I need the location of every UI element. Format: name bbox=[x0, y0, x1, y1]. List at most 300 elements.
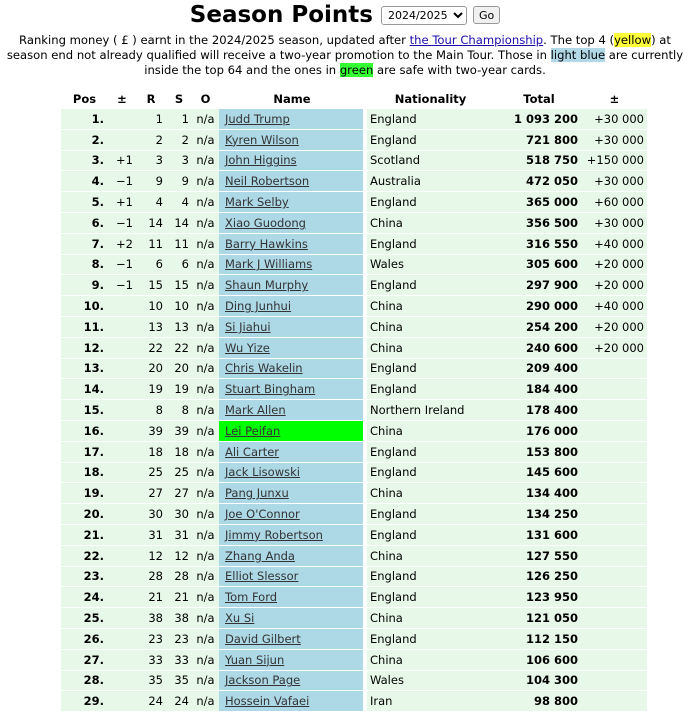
row-seed: 2 bbox=[166, 129, 192, 150]
row-total: 106 600 bbox=[496, 649, 582, 670]
row-position: 2. bbox=[61, 129, 108, 150]
row-position: 24. bbox=[61, 587, 108, 608]
header-pos[interactable]: Pos bbox=[61, 89, 108, 109]
row-total: 721 800 bbox=[496, 129, 582, 150]
row-o-value: n/a bbox=[192, 254, 219, 275]
row-name-cell bbox=[219, 296, 365, 317]
player-name-link[interactable]: Chris Wakelin bbox=[225, 361, 303, 376]
row-o-value: n/a bbox=[192, 483, 219, 504]
player-name-link[interactable]: Stuart Bingham bbox=[225, 382, 316, 397]
row-rank: 25 bbox=[136, 462, 166, 483]
row-rank: 20 bbox=[136, 358, 166, 379]
row-name-cell bbox=[219, 420, 365, 441]
row-points-change bbox=[582, 400, 647, 421]
row-name-cell bbox=[219, 233, 365, 254]
row-seed: 31 bbox=[166, 524, 192, 545]
row-rank: 10 bbox=[136, 296, 166, 317]
row-seed: 8 bbox=[166, 400, 192, 421]
row-total: 153 800 bbox=[496, 441, 582, 462]
row-position: 18. bbox=[61, 462, 108, 483]
row-name-cell bbox=[219, 524, 365, 545]
row-name-cell bbox=[219, 441, 365, 462]
row-seed: 27 bbox=[166, 483, 192, 504]
table-row bbox=[61, 296, 647, 317]
row-rank: 1 bbox=[136, 109, 166, 129]
table-row bbox=[61, 441, 647, 462]
row-points-change bbox=[582, 628, 647, 649]
page-title: Season Points bbox=[189, 2, 373, 28]
row-total: 316 550 bbox=[496, 233, 582, 254]
player-name-link[interactable]: John Higgins bbox=[225, 153, 297, 168]
row-nationality: Iran bbox=[365, 691, 496, 712]
row-position: 11. bbox=[61, 316, 108, 337]
player-name-link[interactable]: Mark Selby bbox=[225, 195, 289, 210]
green-legend: green bbox=[339, 63, 374, 77]
row-seed: 21 bbox=[166, 587, 192, 608]
row-name-cell bbox=[219, 566, 365, 587]
row-name-cell bbox=[219, 192, 365, 213]
row-rank: 21 bbox=[136, 587, 166, 608]
row-total: 104 300 bbox=[496, 670, 582, 691]
row-rank: 13 bbox=[136, 316, 166, 337]
row-nationality: Northern Ireland bbox=[365, 400, 496, 421]
row-o-value: n/a bbox=[192, 150, 219, 171]
row-seed: 6 bbox=[166, 254, 192, 275]
row-total: 1 093 200 bbox=[496, 109, 582, 129]
row-points-change bbox=[582, 691, 647, 712]
table-row bbox=[61, 233, 647, 254]
row-position: 19. bbox=[61, 483, 108, 504]
player-name-link[interactable]: Jack Lisowski bbox=[225, 465, 300, 480]
row-position-change bbox=[108, 420, 136, 441]
player-name-link[interactable]: Xu Si bbox=[225, 611, 255, 626]
row-name-cell bbox=[219, 171, 365, 192]
row-points-change bbox=[582, 545, 647, 566]
row-total: 121 050 bbox=[496, 608, 582, 629]
row-position-change bbox=[108, 462, 136, 483]
row-total: 305 600 bbox=[496, 254, 582, 275]
row-total: 127 550 bbox=[496, 545, 582, 566]
row-o-value: n/a bbox=[192, 545, 219, 566]
header-total[interactable]: Total bbox=[496, 89, 582, 109]
row-total: 176 000 bbox=[496, 420, 582, 441]
row-seed: 12 bbox=[166, 545, 192, 566]
player-name-link[interactable]: Wu Yize bbox=[225, 340, 270, 355]
row-position: 3. bbox=[61, 150, 108, 171]
row-name-cell bbox=[219, 628, 365, 649]
player-name-link[interactable]: Hossein Vafaei bbox=[225, 694, 310, 709]
table-header-row bbox=[61, 89, 647, 109]
go-button[interactable]: Go bbox=[473, 6, 500, 24]
table-row bbox=[61, 504, 647, 525]
row-seed: 25 bbox=[166, 462, 192, 483]
row-nationality: China bbox=[365, 545, 496, 566]
table-row bbox=[61, 628, 647, 649]
row-seed: 35 bbox=[166, 670, 192, 691]
row-seed: 19 bbox=[166, 379, 192, 400]
row-o-value: n/a bbox=[192, 192, 219, 213]
row-position: 16. bbox=[61, 420, 108, 441]
row-total: 184 400 bbox=[496, 379, 582, 400]
row-nationality: England bbox=[365, 524, 496, 545]
row-points-change: +20 000 bbox=[582, 275, 647, 296]
row-position-change: −1 bbox=[108, 275, 136, 296]
row-name-cell bbox=[219, 358, 365, 379]
row-position: 4. bbox=[61, 171, 108, 192]
row-nationality: England bbox=[365, 566, 496, 587]
row-position-change bbox=[108, 566, 136, 587]
row-total: 254 200 bbox=[496, 316, 582, 337]
row-nationality: Wales bbox=[365, 670, 496, 691]
season-select[interactable] bbox=[381, 6, 467, 25]
season-points-table bbox=[61, 89, 647, 712]
row-total: 123 950 bbox=[496, 587, 582, 608]
row-total: 365 000 bbox=[496, 192, 582, 213]
player-name-link[interactable]: Shaun Murphy bbox=[225, 278, 309, 293]
header-r[interactable]: R bbox=[136, 89, 166, 109]
row-name-cell bbox=[219, 379, 365, 400]
row-nationality: England bbox=[365, 129, 496, 150]
row-rank: 22 bbox=[136, 337, 166, 358]
row-seed: 30 bbox=[166, 504, 192, 525]
row-nationality: China bbox=[365, 316, 496, 337]
row-position-change bbox=[108, 504, 136, 525]
row-rank: 23 bbox=[136, 628, 166, 649]
row-name-cell bbox=[219, 608, 365, 629]
row-position-change bbox=[108, 587, 136, 608]
row-points-change bbox=[582, 504, 647, 525]
player-name-link[interactable]: Tom Ford bbox=[225, 590, 278, 605]
row-name-cell bbox=[219, 670, 365, 691]
player-name-link[interactable]: Xiao Guodong bbox=[225, 215, 306, 230]
player-name-link[interactable]: Lei Peifan bbox=[225, 423, 281, 438]
row-o-value: n/a bbox=[192, 400, 219, 421]
row-position-change bbox=[108, 545, 136, 566]
row-position: 17. bbox=[61, 441, 108, 462]
row-points-change bbox=[582, 358, 647, 379]
row-nationality: England bbox=[365, 358, 496, 379]
table-row bbox=[61, 150, 647, 171]
row-seed: 24 bbox=[166, 691, 192, 712]
row-position: 26. bbox=[61, 628, 108, 649]
row-nationality: China bbox=[365, 296, 496, 317]
row-total: 518 750 bbox=[496, 150, 582, 171]
row-name-cell bbox=[219, 545, 365, 566]
intro-text bbox=[4, 33, 686, 78]
page-header bbox=[0, 0, 690, 30]
row-points-change: +40 000 bbox=[582, 296, 647, 317]
row-o-value: n/a bbox=[192, 628, 219, 649]
row-rank: 14 bbox=[136, 212, 166, 233]
table-row bbox=[61, 545, 647, 566]
table-row bbox=[61, 649, 647, 670]
row-position-change bbox=[108, 358, 136, 379]
row-nationality: China bbox=[365, 420, 496, 441]
row-points-change: +40 000 bbox=[582, 233, 647, 254]
row-position-change bbox=[108, 316, 136, 337]
table-row bbox=[61, 212, 647, 233]
row-position-change bbox=[108, 691, 136, 712]
table-row bbox=[61, 587, 647, 608]
row-position-change bbox=[108, 337, 136, 358]
table-row bbox=[61, 524, 647, 545]
row-seed: 22 bbox=[166, 337, 192, 358]
row-nationality: England bbox=[365, 504, 496, 525]
row-position-change: +2 bbox=[108, 233, 136, 254]
row-o-value: n/a bbox=[192, 379, 219, 400]
table-row bbox=[61, 420, 647, 441]
player-name-link[interactable]: Joe O'Connor bbox=[225, 507, 300, 522]
row-position-change: +1 bbox=[108, 150, 136, 171]
row-position: 13. bbox=[61, 358, 108, 379]
player-name-link[interactable]: David Gilbert bbox=[225, 631, 301, 646]
row-seed: 38 bbox=[166, 608, 192, 629]
player-name-link[interactable]: Yuan Sijun bbox=[225, 652, 285, 667]
row-o-value: n/a bbox=[192, 420, 219, 441]
row-position-change bbox=[108, 483, 136, 504]
row-position: 8. bbox=[61, 254, 108, 275]
header-nationality[interactable]: Nationality bbox=[365, 89, 496, 109]
row-name-cell bbox=[219, 504, 365, 525]
row-seed: 39 bbox=[166, 420, 192, 441]
row-o-value: n/a bbox=[192, 316, 219, 337]
row-o-value: n/a bbox=[192, 275, 219, 296]
row-seed: 13 bbox=[166, 316, 192, 337]
row-rank: 2 bbox=[136, 129, 166, 150]
row-position: 27. bbox=[61, 649, 108, 670]
player-name-link[interactable]: Elliot Slessor bbox=[225, 569, 299, 584]
player-name-link[interactable]: Jimmy Robertson bbox=[225, 527, 323, 542]
player-name-link[interactable]: Pang Junxu bbox=[225, 486, 289, 501]
row-position: 28. bbox=[61, 670, 108, 691]
row-position: 20. bbox=[61, 504, 108, 525]
row-points-change: +150 000 bbox=[582, 150, 647, 171]
row-name-cell bbox=[219, 649, 365, 670]
player-name-link[interactable]: Jackson Page bbox=[225, 673, 301, 688]
row-position-change bbox=[108, 628, 136, 649]
row-o-value: n/a bbox=[192, 670, 219, 691]
row-total: 240 600 bbox=[496, 337, 582, 358]
row-position-change: −1 bbox=[108, 212, 136, 233]
row-points-change bbox=[582, 441, 647, 462]
row-position: 23. bbox=[61, 566, 108, 587]
row-nationality: England bbox=[365, 233, 496, 254]
header-o[interactable]: O bbox=[192, 89, 219, 109]
row-rank: 9 bbox=[136, 171, 166, 192]
table-row bbox=[61, 109, 647, 129]
player-name-link[interactable]: Si Jiahui bbox=[225, 319, 271, 334]
row-position: 12. bbox=[61, 337, 108, 358]
row-points-change: +20 000 bbox=[582, 316, 647, 337]
row-o-value: n/a bbox=[192, 212, 219, 233]
row-total: 98 800 bbox=[496, 691, 582, 712]
row-seed: 18 bbox=[166, 441, 192, 462]
row-name-cell bbox=[219, 337, 365, 358]
row-total: 290 000 bbox=[496, 296, 582, 317]
row-total: 126 250 bbox=[496, 566, 582, 587]
row-position-change bbox=[108, 670, 136, 691]
light-blue-legend: light blue bbox=[550, 48, 606, 62]
row-name-cell bbox=[219, 587, 365, 608]
row-seed: 3 bbox=[166, 150, 192, 171]
table-row bbox=[61, 670, 647, 691]
intro-part-4: are currently inside the top 64 and the ones in bbox=[144, 48, 684, 77]
player-name-link[interactable]: Neil Robertson bbox=[225, 174, 310, 189]
row-position: 21. bbox=[61, 524, 108, 545]
row-nationality: England bbox=[365, 462, 496, 483]
table-row bbox=[61, 129, 647, 150]
row-rank: 4 bbox=[136, 192, 166, 213]
row-rank: 31 bbox=[136, 524, 166, 545]
intro-part-1: Ranking money ( £ ) earnt in the 2024/2025 season, updated after bbox=[19, 33, 410, 47]
row-o-value: n/a bbox=[192, 524, 219, 545]
row-seed: 20 bbox=[166, 358, 192, 379]
row-position: 25. bbox=[61, 608, 108, 629]
row-points-change bbox=[582, 420, 647, 441]
row-nationality: England bbox=[365, 587, 496, 608]
player-name-link[interactable]: Judd Trump bbox=[225, 111, 290, 126]
row-o-value: n/a bbox=[192, 296, 219, 317]
row-name-cell bbox=[219, 483, 365, 504]
row-o-value: n/a bbox=[192, 566, 219, 587]
row-points-change: +30 000 bbox=[582, 129, 647, 150]
row-name-cell bbox=[219, 462, 365, 483]
row-nationality: England bbox=[365, 109, 496, 129]
row-name-cell bbox=[219, 316, 365, 337]
row-nationality: England bbox=[365, 628, 496, 649]
row-seed: 23 bbox=[166, 628, 192, 649]
row-nationality: England bbox=[365, 379, 496, 400]
row-nationality: China bbox=[365, 483, 496, 504]
row-rank: 3 bbox=[136, 150, 166, 171]
player-name-link[interactable]: Zhang Anda bbox=[225, 548, 295, 563]
row-seed: 9 bbox=[166, 171, 192, 192]
row-o-value: n/a bbox=[192, 691, 219, 712]
header-diff[interactable]: ± bbox=[108, 89, 136, 109]
row-o-value: n/a bbox=[192, 109, 219, 129]
player-name-link[interactable]: Mark J Williams bbox=[225, 257, 313, 272]
row-rank: 27 bbox=[136, 483, 166, 504]
header-s[interactable]: S bbox=[166, 89, 192, 109]
row-nationality: China bbox=[365, 337, 496, 358]
row-o-value: n/a bbox=[192, 171, 219, 192]
row-position-change bbox=[108, 649, 136, 670]
row-points-change: +60 000 bbox=[582, 192, 647, 213]
row-position: 7. bbox=[61, 233, 108, 254]
row-seed: 1 bbox=[166, 109, 192, 129]
row-name-cell bbox=[219, 254, 365, 275]
row-rank: 38 bbox=[136, 608, 166, 629]
row-total: 112 150 bbox=[496, 628, 582, 649]
row-name-cell bbox=[219, 109, 365, 129]
row-points-change bbox=[582, 483, 647, 504]
row-rank: 28 bbox=[136, 566, 166, 587]
player-name-link[interactable]: Mark Allen bbox=[225, 403, 286, 418]
table-row bbox=[61, 275, 647, 296]
row-seed: 15 bbox=[166, 275, 192, 296]
row-nationality: Australia bbox=[365, 171, 496, 192]
row-position: 22. bbox=[61, 545, 108, 566]
row-position: 29. bbox=[61, 691, 108, 712]
player-name-link[interactable]: Barry Hawkins bbox=[225, 236, 308, 251]
row-points-change bbox=[582, 462, 647, 483]
row-position-change bbox=[108, 524, 136, 545]
yellow-legend: yellow bbox=[614, 33, 652, 47]
table-row bbox=[61, 691, 647, 712]
row-name-cell bbox=[219, 150, 365, 171]
row-position-change bbox=[108, 400, 136, 421]
row-total: 297 900 bbox=[496, 275, 582, 296]
player-name-link[interactable]: Kyren Wilson bbox=[225, 132, 299, 147]
row-rank: 12 bbox=[136, 545, 166, 566]
table-row bbox=[61, 483, 647, 504]
table-row bbox=[61, 358, 647, 379]
row-rank: 15 bbox=[136, 275, 166, 296]
row-points-change: +20 000 bbox=[582, 337, 647, 358]
row-position: 15. bbox=[61, 400, 108, 421]
header-plus[interactable]: ± bbox=[582, 89, 647, 109]
row-name-cell bbox=[219, 691, 365, 712]
row-total: 209 400 bbox=[496, 358, 582, 379]
row-nationality: China bbox=[365, 649, 496, 670]
row-position: 10. bbox=[61, 296, 108, 317]
intro-part-5: are safe with two-year cards. bbox=[373, 63, 546, 77]
table-row bbox=[61, 379, 647, 400]
row-nationality: England bbox=[365, 192, 496, 213]
row-position-change: +1 bbox=[108, 192, 136, 213]
row-total: 472 050 bbox=[496, 171, 582, 192]
row-total: 134 400 bbox=[496, 483, 582, 504]
row-rank: 11 bbox=[136, 233, 166, 254]
row-points-change: +20 000 bbox=[582, 254, 647, 275]
row-name-cell bbox=[219, 400, 365, 421]
row-rank: 39 bbox=[136, 420, 166, 441]
row-name-cell bbox=[219, 275, 365, 296]
row-o-value: n/a bbox=[192, 441, 219, 462]
row-rank: 18 bbox=[136, 441, 166, 462]
row-seed: 11 bbox=[166, 233, 192, 254]
row-name-cell bbox=[219, 212, 365, 233]
header-name[interactable]: Name bbox=[219, 89, 365, 109]
row-rank: 33 bbox=[136, 649, 166, 670]
row-name-cell bbox=[219, 129, 365, 150]
intro-part-3: ) at season end not already qualified will receive a two-year promotion to the Main Tour. Those in bbox=[6, 33, 671, 62]
table-row bbox=[61, 254, 647, 275]
row-rank: 24 bbox=[136, 691, 166, 712]
row-points-change bbox=[582, 524, 647, 545]
row-position-change bbox=[108, 129, 136, 150]
row-rank: 8 bbox=[136, 400, 166, 421]
row-total: 145 600 bbox=[496, 462, 582, 483]
row-points-change bbox=[582, 608, 647, 629]
row-nationality: China bbox=[365, 608, 496, 629]
row-seed: 10 bbox=[166, 296, 192, 317]
row-nationality: England bbox=[365, 275, 496, 296]
row-nationality: China bbox=[365, 212, 496, 233]
row-total: 356 500 bbox=[496, 212, 582, 233]
row-seed: 28 bbox=[166, 566, 192, 587]
row-nationality: Scotland bbox=[365, 150, 496, 171]
row-points-change: +30 000 bbox=[582, 212, 647, 233]
row-o-value: n/a bbox=[192, 233, 219, 254]
table-row bbox=[61, 316, 647, 337]
row-seed: 14 bbox=[166, 212, 192, 233]
player-name-link[interactable]: Ding Junhui bbox=[225, 299, 292, 314]
table-row bbox=[61, 608, 647, 629]
tour-championship-link[interactable]: the Tour Championship bbox=[409, 33, 544, 47]
row-position: 1. bbox=[61, 109, 108, 129]
player-name-link[interactable]: Ali Carter bbox=[225, 444, 280, 459]
